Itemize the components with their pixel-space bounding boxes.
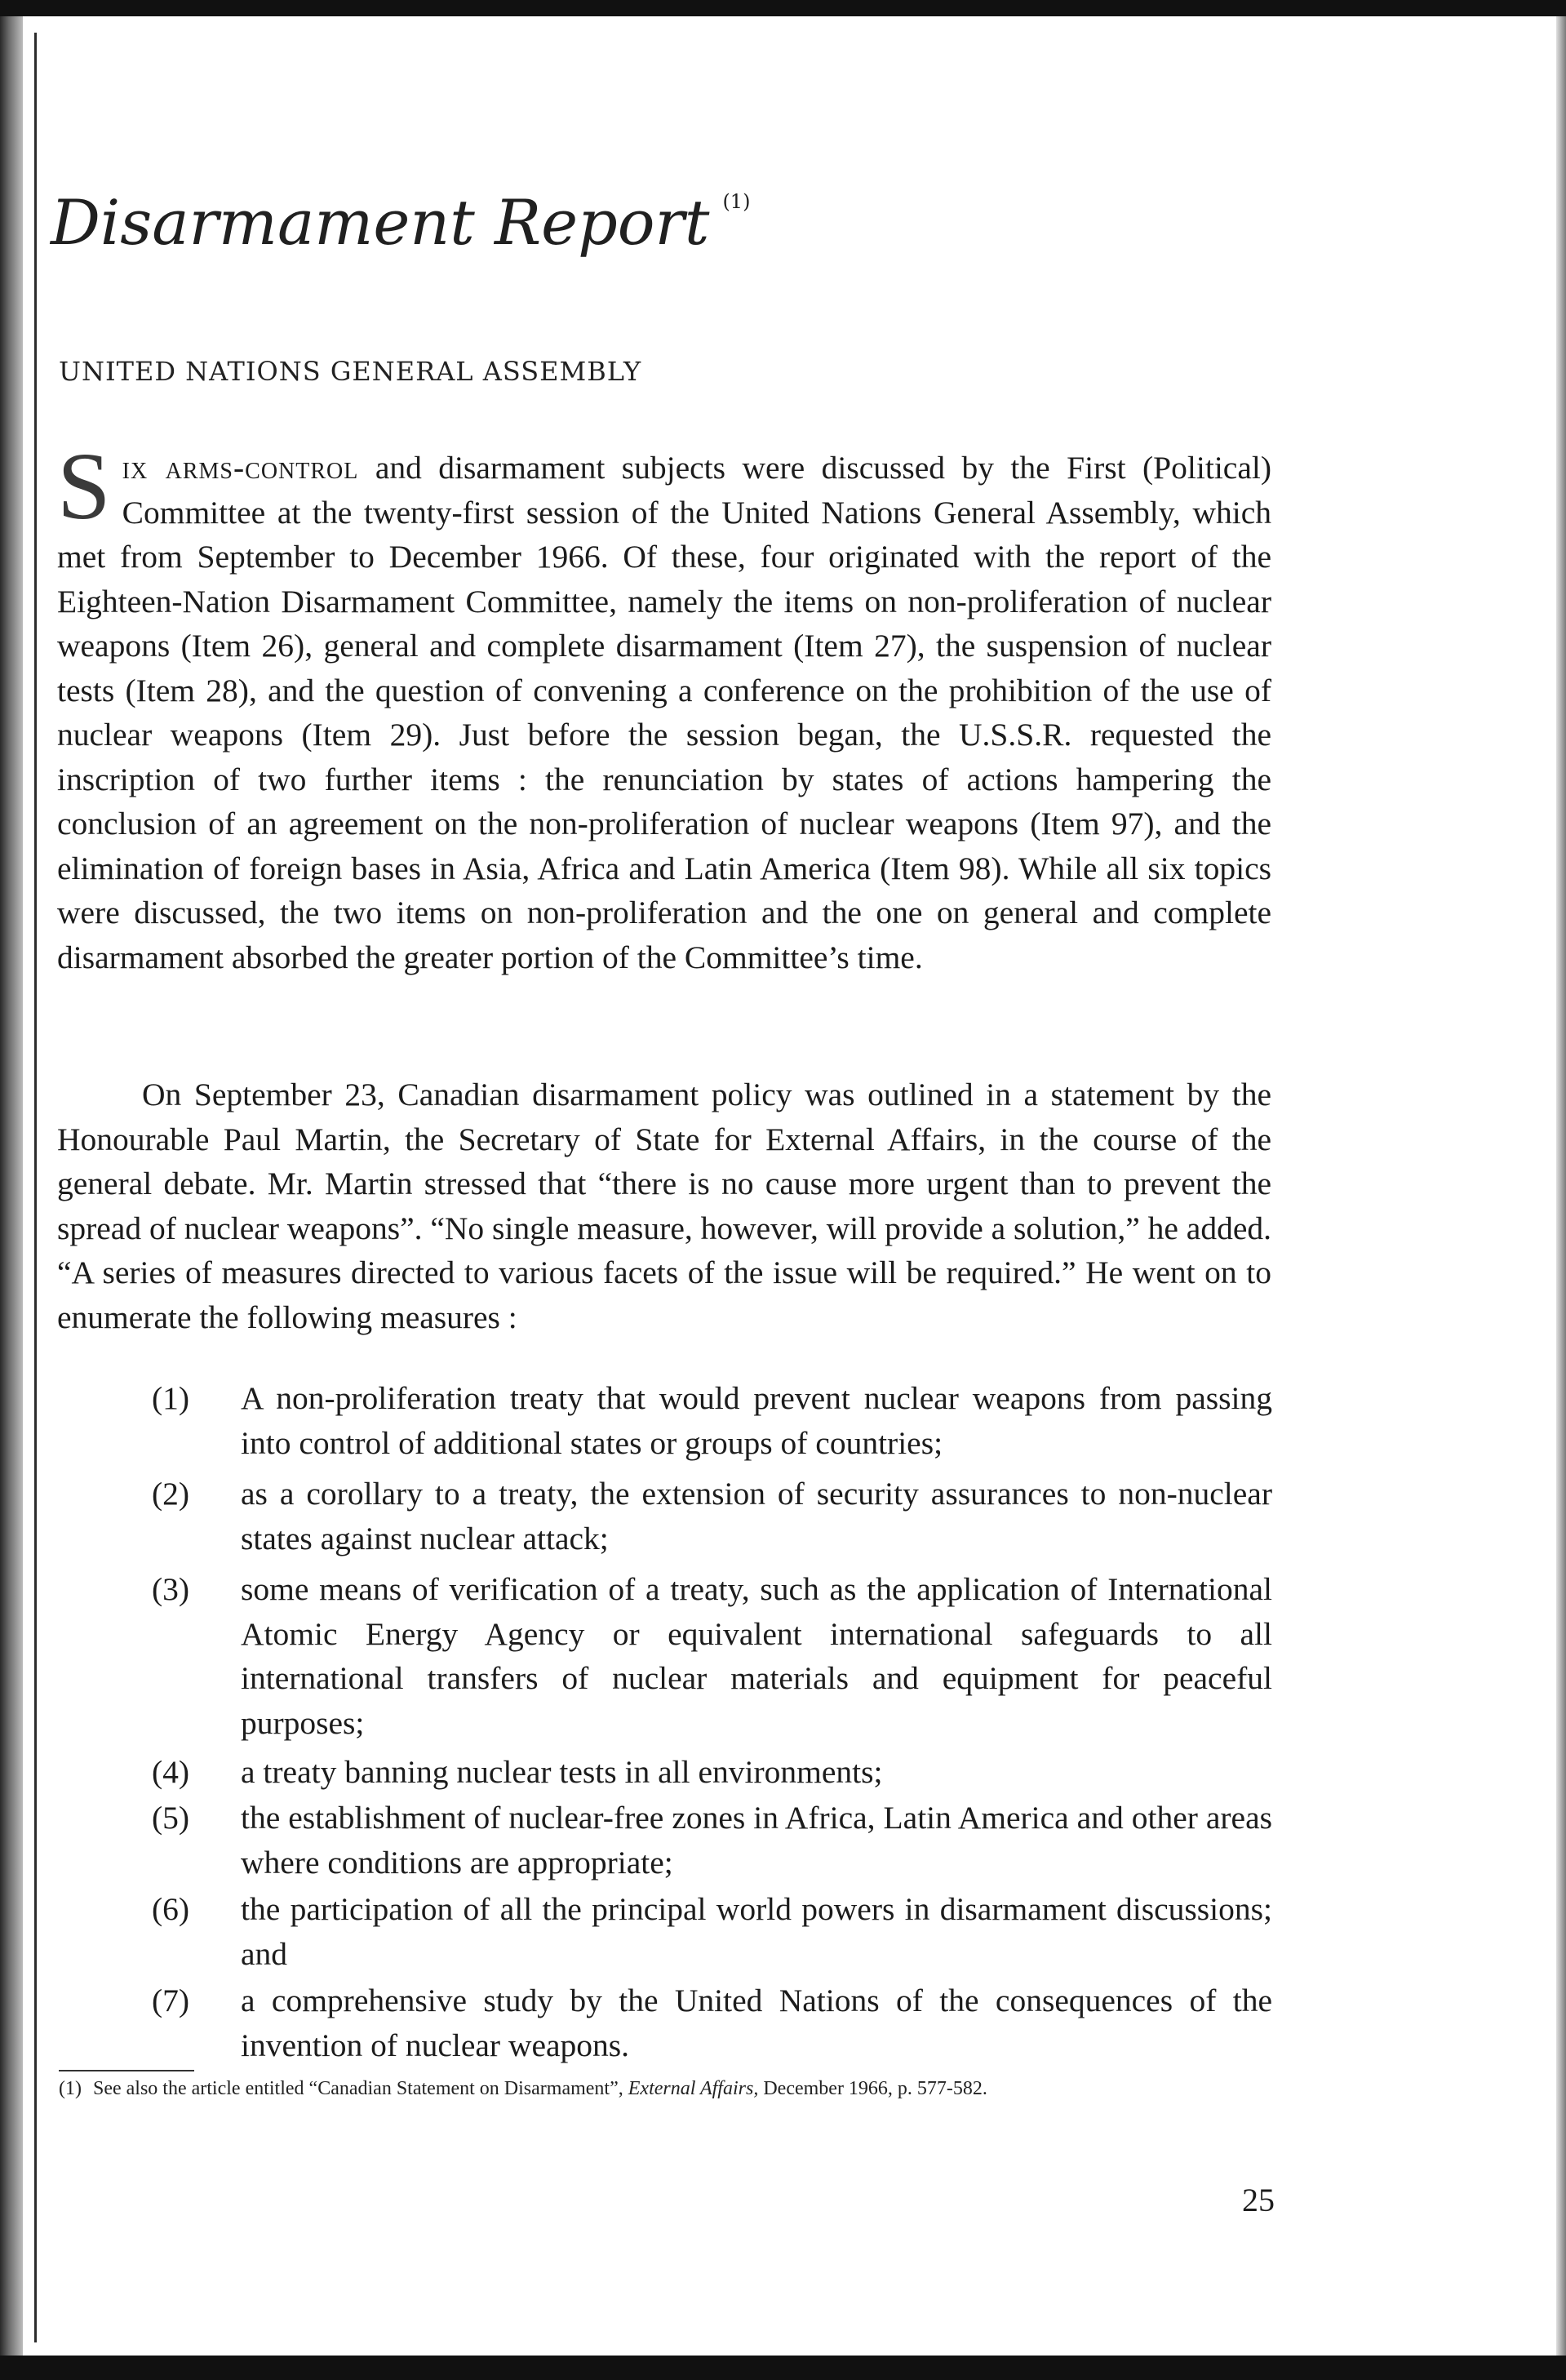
measure-number: (7)	[152, 1983, 190, 2018]
footnote-mark: (1)	[59, 2078, 82, 2099]
page-title	[51, 186, 750, 259]
measure-text: a comprehensive study by the United Nations of the consequences of the invention of nuclear weapons.	[241, 1983, 1272, 2063]
measure-number: (4)	[152, 1754, 190, 1790]
measure-number: (2)	[152, 1476, 190, 1512]
footnote-source: External Affairs,	[628, 2078, 759, 2099]
page-number: 25	[1242, 2182, 1275, 2218]
title-footnote-ref[interactable]: (1)	[722, 190, 751, 213]
measure-text: A non-proliferation treaty that would prevent nuclear weapons from passing into control of additional states or groups of countries;	[241, 1380, 1272, 1461]
intro-lead-in: ix arms-control	[122, 450, 359, 486]
scan-margin-line	[34, 33, 37, 2342]
measure-text: the establishment of nuclear-free zones in Africa, Latin America and other areas where conditions are appropriate;	[241, 1800, 1272, 1880]
footnote-text: See also the article entitled “Canadian Statement on Disarmament”,	[92, 2078, 628, 2099]
paragraph-intro	[57, 433, 1271, 979]
paragraph-statement: On September 23, Canadian disarmament policy was outlined in a statement by the Honourable Paul Martin, the Secretary of State for External Affairs, in the course of the general debate. Mr. Martin stressed that “there is no cause more urgent than to prevent the spread of nuclear weapons”. “No single measure, however, will provide a solution,” he added. “A series of measures directed to various facets of the issue will be required.” He went on to enumerate the following measures :	[57, 1077, 1271, 1335]
scan-border-top	[0, 0, 1566, 16]
measure-number: (3)	[152, 1571, 190, 1607]
measure-number: (5)	[152, 1800, 190, 1836]
footnote	[59, 2077, 1273, 2100]
title-text: Disarmament Report	[51, 186, 710, 259]
measure-number: (1)	[152, 1380, 190, 1416]
footnote-divider	[59, 2070, 194, 2071]
measure-text: the participation of all the principal world powers in disarmament discussions; and	[241, 1891, 1272, 1972]
footnote-citation: December 1966, p. 577-582.	[758, 2078, 987, 2099]
drop-cap: S	[57, 433, 111, 539]
measure-text: as a corollary to a treaty, the extension of security assurances to non-nuclear states against nuclear attack;	[241, 1476, 1272, 1556]
section-heading: UNITED NATIONS GENERAL ASSEMBLY	[59, 356, 642, 387]
scan-border-right	[1556, 16, 1566, 2356]
intro-text: and disarmament subjects were discussed by the First (Political) Committee at the twenty-first session of the United Nations General Assembly, which met from September to December 1966. Of these, four originated with the report of the Eighteen-Nation Disarmament Committee, namely the items on non-proliferation of nuclear weapons (Item 26), general and complete disarmament (Item 27), the suspension of nuclear tests (Item 28), and the question of convening a conference on the prohibition of the use of nuclear weapons (Item 29). Just before the session began, the U.S.S.R. requested the inscription of two further items : the renunciation by states of actions hampering the conclusion of an agreement on the non-proliferation of nuclear weapons (Item 97), and the elimination of foreign bases in Asia, Africa and Latin America (Item 98). While all six topics were discussed, the two items on non-proliferation and the one on general and complete disarmament absorbed the greater portion of the Committee’s time.	[57, 450, 1271, 975]
scan-border-bottom	[0, 2356, 1566, 2380]
measure-text: some means of verification of a treaty, such as the application of International Atomic Energy Agency or equivalent international safeguards to all international transfers of nuclear materials and equipment for peaceful purposes;	[241, 1571, 1272, 1741]
scan-binding-edge	[0, 16, 23, 2356]
measure-number: (6)	[152, 1891, 190, 1927]
measure-text: a treaty banning nuclear tests in all environments;	[241, 1754, 883, 1790]
